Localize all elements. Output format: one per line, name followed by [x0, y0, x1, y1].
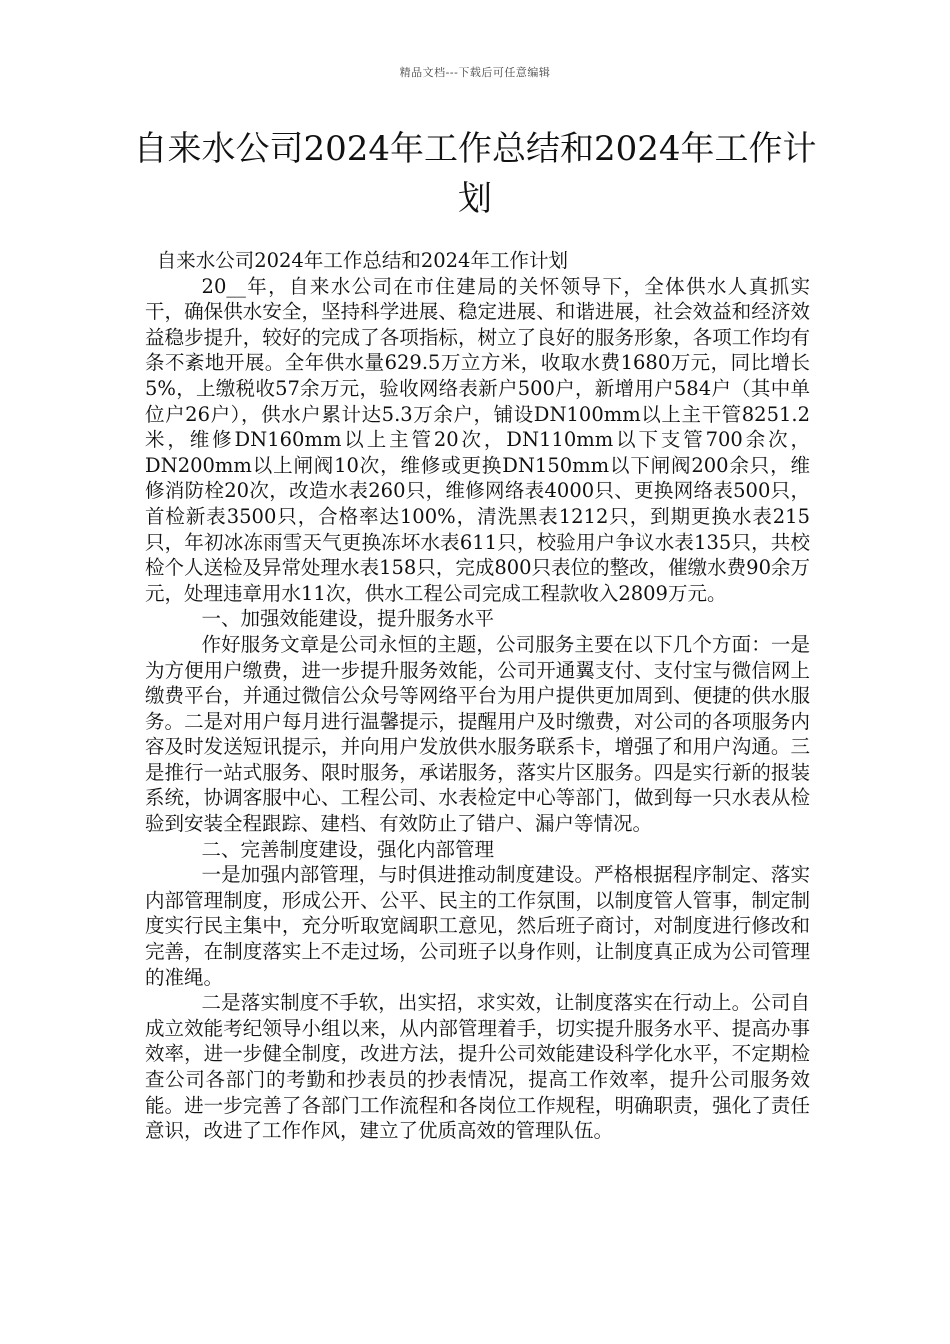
body-paragraph: 作好服务文章是公司永恒的主题，公司服务主要在以下几个方面：一是为方便用户缴费，进一步提升服务效能，公司开通翼支付、支付宝与微信网上缴费平台，并通过微信公众号等网络平台为用户提供更加周到、便捷的供水服务。二是对用户每月进行温馨提示，提醒用户及时缴费，对公司的各项服务内容及时发送短讯提示，并向用户发放供水服务联系卡，增强了和用户沟通。三是推行一站式服务、限时服务，承诺服务，落实片区服务。四是实行新的报装系统，协调客服中心、工程公司、水表检定中心等部门，做到每一只水表从检验到安装全程跟踪、建档、有效防止了错户、漏户等情况。	[145, 632, 810, 836]
document-subtitle: 自来水公司2024年工作总结和2024年工作计划	[156, 249, 568, 272]
body-paragraph: 二是落实制度不手软，出实招，求实效，让制度落实在行动上。公司自成立效能考纪领导小组以来，从内部管理着手，切实提升服务水平、提高办事效率，进一步健全制度，改进方法，提升公司效能建设科学化水平，不定期检查公司各部门的考勤和抄表员的抄表情况，提高工作效率，提升公司服务效能。进一步完善了各部门工作流程和各岗位工作规程，明确职责，强化了责任意识，改进了工作作风，建立了优质高效的管理队伍。	[145, 991, 810, 1143]
document-title: 自来水公司2024年工作总结和2024年工作计划	[133, 129, 817, 219]
header-note: 精品文档---下载后可任意编辑	[399, 66, 551, 79]
body-paragraph: 20__年，自来水公司在市住建局的关怀领导下，全体供水人真抓实干，确保供水安全，坚持科学进展、稳定进展、和谐进展，社会效益和经济效益稳步提升，较好的完成了各项指标，树立了良好的服务形象，各项工作均有条不紊地开展。全年供水量629.5万立方米，收取水费1680万元，同比增长5%，上缴税收57余万元，验收网络表新户500户，新增用户584户（其中单位户26户），供水户累计达5.3万余户，铺设DN100mm以上主干管8251.2米，维修DN160mm以上主管20次，DN110mm以下支管700余次，DN200mm以上闸阀10次，维修或更换DN150mm以下闸阀200余只，维修消防栓20次，改造水表260只，维修网络表4000只、更换网络表500只，首检新表3500只，合格率达100%，清洗黑表1212只，到期更换水表215只，年初冰冻雨雪天气更换冻坏水表611只，校验用户争议水表135只，共校检个人送检及异常处理水表158只，完成800只表位的整改，催缴水费90余万元，处理违章用水11次，供水工程公司完成工程款收入2809万元。	[145, 274, 810, 605]
body-paragraph: 一是加强内部管理，与时俱进推动制度建设。严格根据程序制定、落实内部管理制度，形成公开、公平、民主的工作氛围，以制度管人管事，制定制度实行民主集中，充分听取宽阔职工意见，然后班子商讨，对制度进行修改和完善，在制度落实上不走过场，公司班子以身作则，让制度真正成为公司管理的准绳。	[145, 863, 810, 989]
section-heading: 一、加强效能建设，提升服务水平	[201, 607, 495, 631]
section-heading: 二、完善制度建设，强化内部管理	[201, 837, 495, 861]
document-body	[145, 248, 810, 1144]
